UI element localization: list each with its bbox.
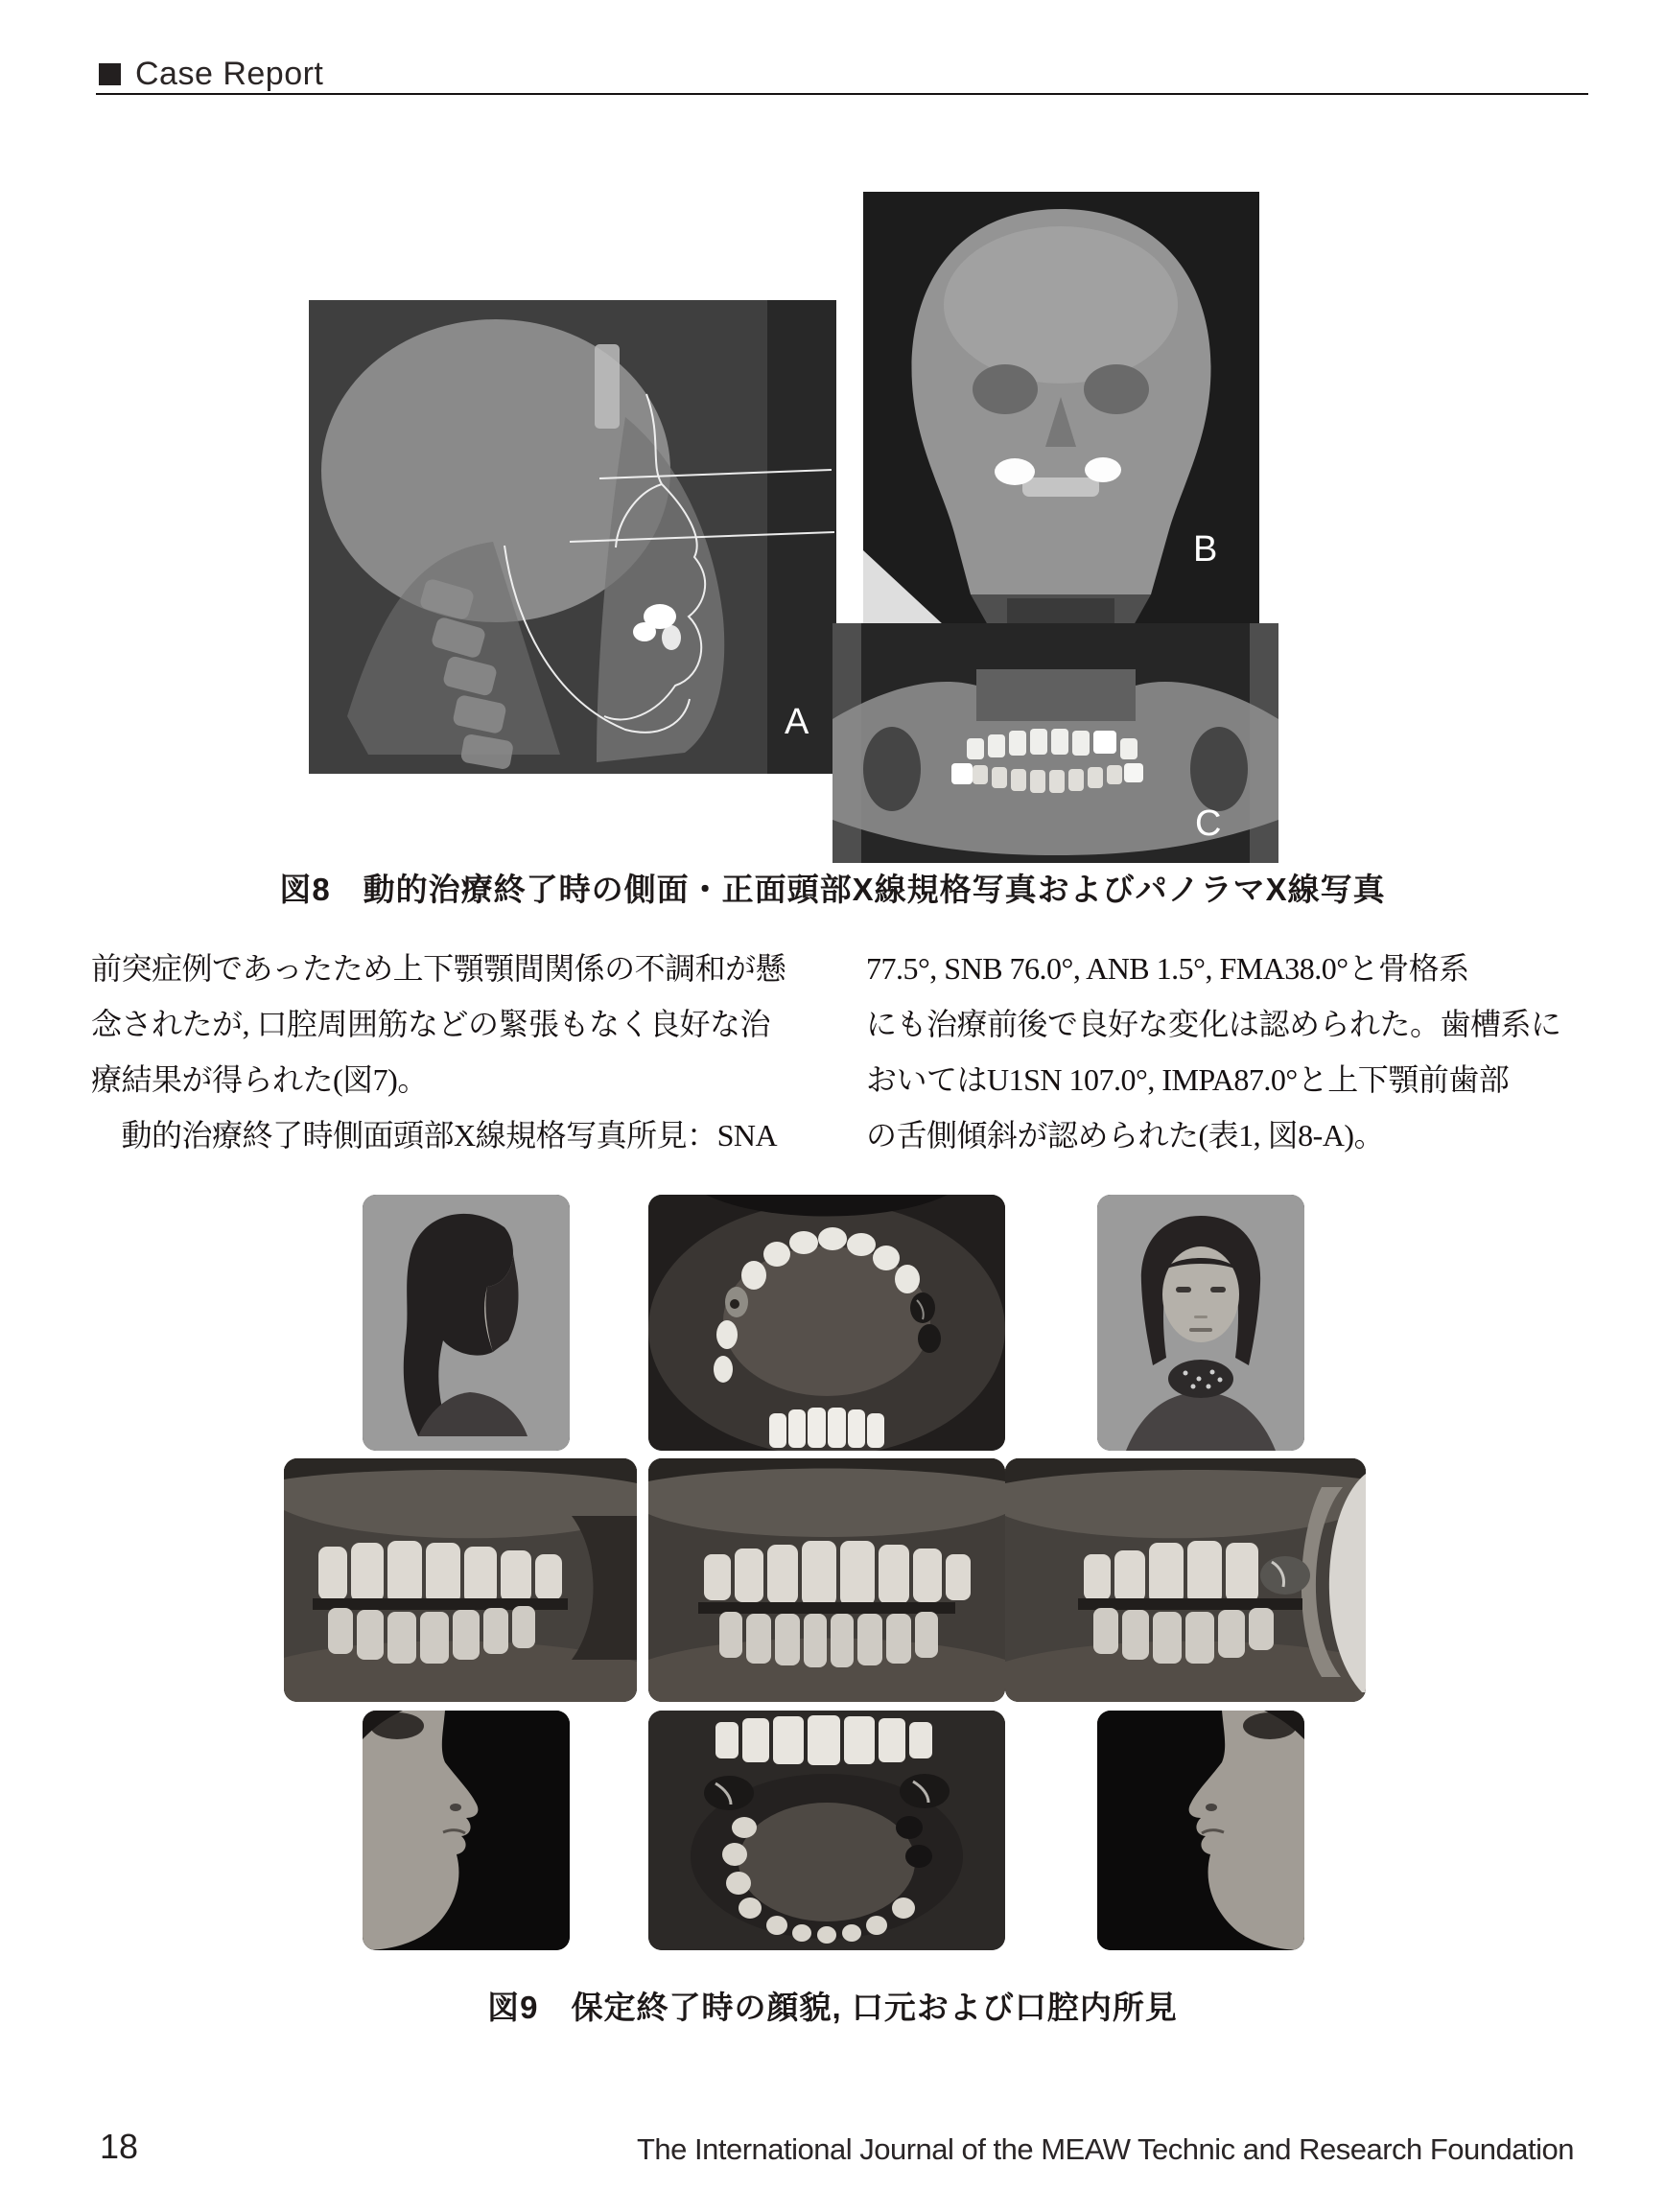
text-line: 前突症例であったため上下顎顎間関係の不調和が懸 [91,951,786,986]
text-line: 療結果が得られた(図7)。 [91,1062,428,1097]
text-line: 77.5°, SNB 76.0°, ANB 1.5°, FMA38.0°と骨格系 [866,951,1469,986]
lip-profile-left-facing-photo [1097,1711,1304,1950]
right-column [866,941,1581,1163]
journal-title: The International Journal of the MEAW Technic and Research Foundation [636,2132,1574,2166]
frontal-intraoral-photo [648,1458,1005,1702]
lateral-cephalogram-image [309,300,836,774]
maxillary-occlusal-photo [648,1195,1005,1451]
mandibular-occlusal-photo [648,1711,1005,1950]
panel-label-a: A [785,702,809,742]
text-line: おいてはU1SN 107.0°, IMPA87.0°と上下顎前歯部 [866,1062,1510,1097]
figure-8-caption: 図8 動的治療終了時の側面・正面頭部X線規格写真およびパノラマX線写真 [279,872,1386,907]
section-label: Case Report [135,56,324,92]
text-line: の舌側傾斜が認められた(表1, 図8-A)。 [866,1118,1385,1153]
left-column [91,941,806,1163]
left-lateral-intraoral-photo [1005,1458,1366,1702]
header-rule [96,93,1588,95]
section-marker-icon [99,63,121,85]
profile-face-photo [363,1195,570,1451]
right-lateral-intraoral-photo [284,1458,637,1702]
frontal-face-photo [1097,1195,1304,1451]
figure-9-caption: 図9 保定終了時の顔貌, 口元および口腔内所見 [487,1990,1178,2025]
lip-profile-right-facing-photo [363,1711,570,1950]
page-number: 18 [100,2127,139,2166]
panel-label-b: B [1193,529,1218,570]
text-line: 念されたが, 口腔周囲筋などの緊張もなく良好な治 [91,1007,771,1041]
text-line: にも治療前後で良好な変化は認められた。歯槽系に [866,1007,1561,1041]
text-line: 動的治療終了時側面頭部X線規格写真所見：SNA [91,1118,778,1153]
panel-label-c: C [1195,803,1222,844]
